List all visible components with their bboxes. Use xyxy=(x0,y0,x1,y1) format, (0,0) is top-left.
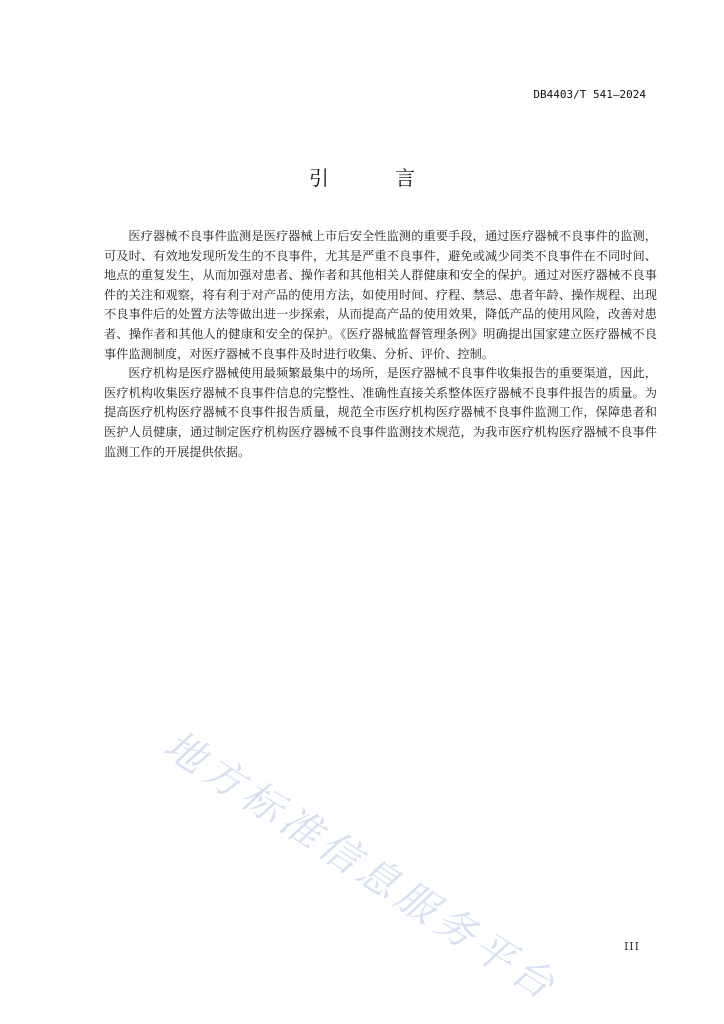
paragraph: 医疗机构是医疗器械使用最频繁最集中的场所，是医疗器械不良事件收集报告的重要渠道，因此，医疗机构收集医疗器械不良事件信息的完整性、准确性直接关系整体医疗器械不良事件报告的质量。为提高医疗机构医疗器械不良事件报告质量，规范全市医疗机构医疗器械不良事件监测工作，保障患者和医护人员健康，通过制定医疗机构医疗器械不良事件监测技术规范，为我市医疗机构医疗器械不良事件监测工作的开展提供依据。 xyxy=(104,366,657,459)
section-title: 引 言 xyxy=(308,166,446,190)
paragraph: 医疗器械不良事件监测是医疗器械上市后安全性监测的重要手段，通过医疗器械不良事件的监测，可及时、有效地发现所发生的不良事件，尤其是严重不良事件，避免或减少同类不良事件在不同时间、地点的重复发生，从而加强对患者、操作者和其他相关人群健康和安全的保护。通过对医疗器械不良事件的关注和观察，将有利于对产品的使用方法，如使用时间、疗程、禁忌、患者年龄、操作规程、出现不良事件后的处置方法等做出进一步探索，从而提高产品的使用效果，降低产品的使用风险，改善对患者、操作者和其他人的健康和安全的保护。《医疗器械监督管理条例》明确提出国家建立医疗器械不良事件监测制度，对医疗器械不良事件及时进行收集、分析、评价、控制。 xyxy=(104,229,657,361)
watermark: 地方标准信息服务平台 xyxy=(155,722,567,1012)
body-text xyxy=(104,227,657,462)
page-number: III xyxy=(623,940,640,953)
document-code: DB4403/T 541—2024 xyxy=(533,88,646,101)
